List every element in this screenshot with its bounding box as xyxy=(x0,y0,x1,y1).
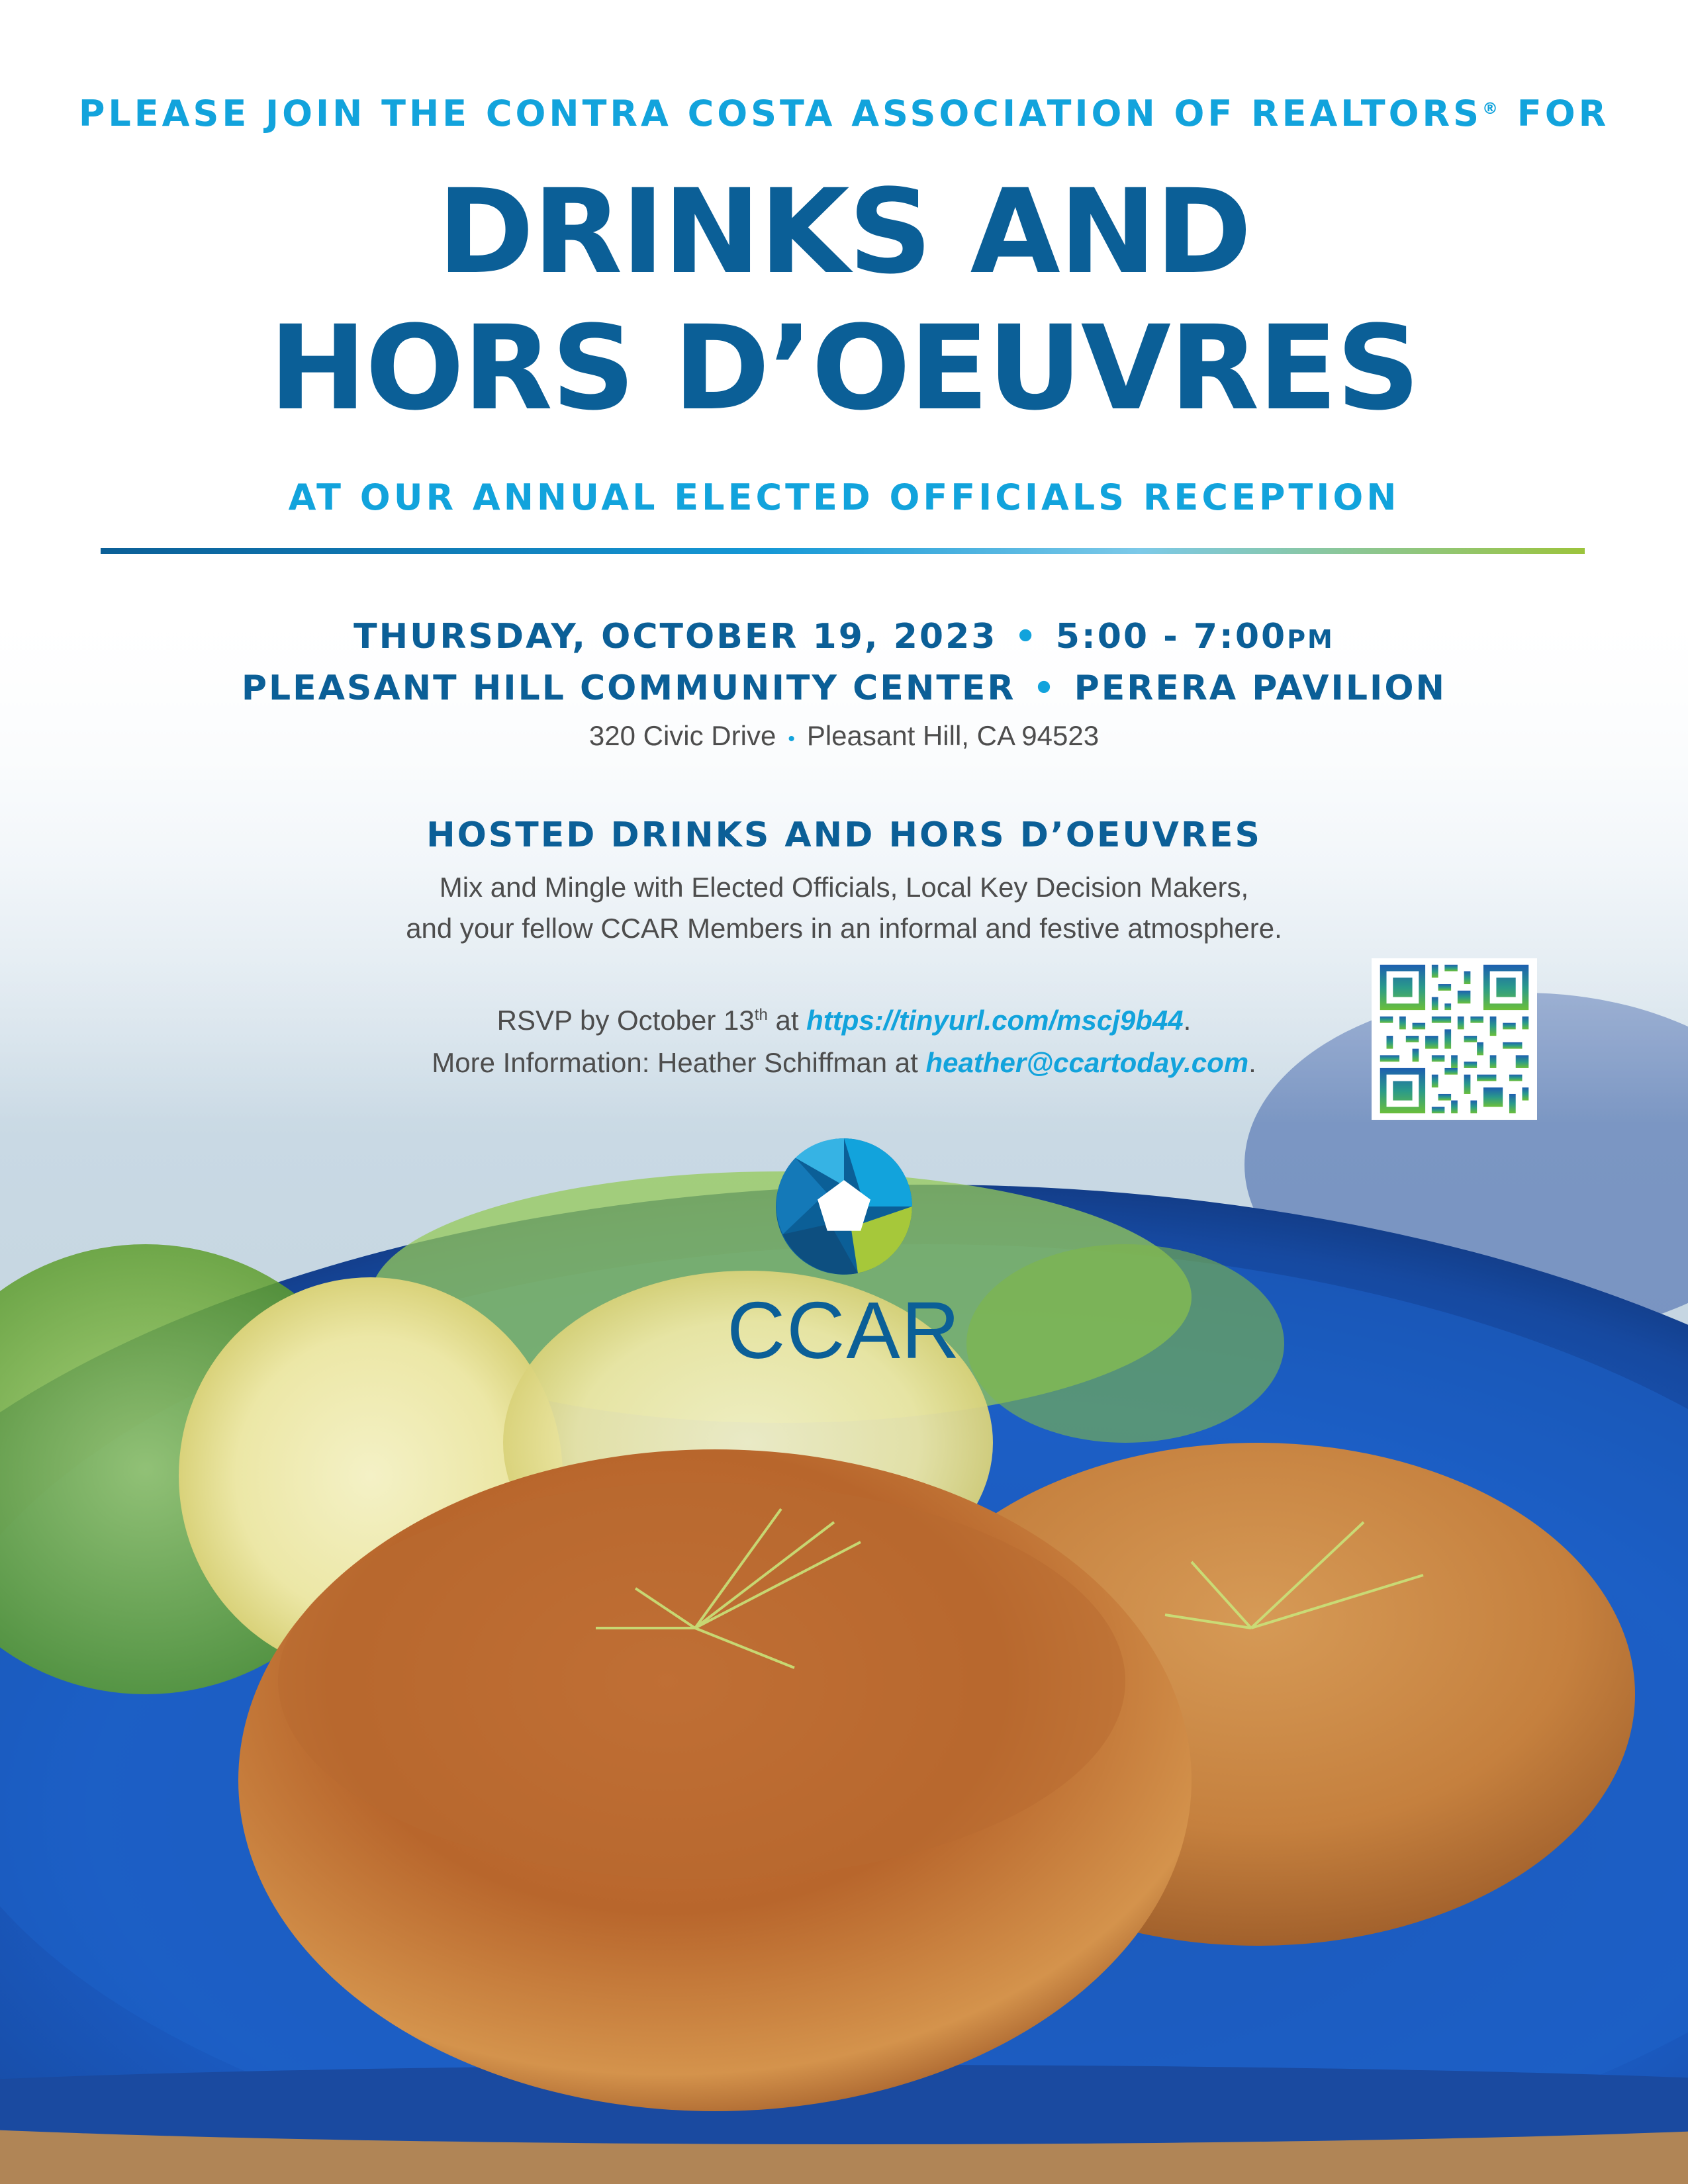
rsvp-line: RSVP by October 13th at https://tinyurl.com/mscj9b44. xyxy=(496,1005,1192,1036)
details-description xyxy=(0,867,1688,949)
ccar-logo-text: CCAR xyxy=(727,1285,961,1375)
invitation-line: PLEASE JOIN THE CONTRA COSTA ASSOCIATION OF REALTORS® FOR xyxy=(78,93,1610,134)
headline-line-1: DRINKS AND xyxy=(437,164,1251,300)
description-line-2: and your fellow CCAR Members in an informal and festive atmosphere. xyxy=(406,913,1282,944)
street-address: 320 Civic Drive xyxy=(588,720,776,751)
ccar-logo-icon xyxy=(774,1137,914,1276)
city-address: Pleasant Hill, CA 94523 xyxy=(806,720,1100,751)
event-address xyxy=(0,720,1688,752)
pavilion-name: PERERA PAVILION xyxy=(1074,668,1447,708)
qr-code-icon[interactable] xyxy=(1372,958,1537,1120)
event-subhead: AT OUR ANNUAL ELECTED OFFICIALS RECEPTION xyxy=(288,477,1400,518)
event-venue xyxy=(0,668,1688,708)
details-heading: HOSTED DRINKS AND HORS D’OEUVRES xyxy=(426,815,1262,855)
contact-line: More Information: Heather Schiffman at heather@ccartoday.com. xyxy=(432,1047,1256,1078)
divider-rule xyxy=(101,548,1585,554)
event-headline xyxy=(0,164,1688,437)
separator-dot: • xyxy=(1033,668,1057,708)
event-time: 5:00 - 7:00 xyxy=(1055,617,1288,657)
rsvp-link[interactable]: https://tinyurl.com/mscj9b44 xyxy=(806,1005,1184,1036)
separator-dot: • xyxy=(1014,617,1039,657)
event-time-suffix: PM xyxy=(1287,625,1335,654)
contact-email-link[interactable]: heather@ccartoday.com xyxy=(925,1047,1249,1078)
event-date: THURSDAY, OCTOBER 19, 2023 xyxy=(353,617,998,657)
event-date-time xyxy=(0,617,1688,657)
venue-name: PLEASANT HILL COMMUNITY CENTER xyxy=(241,668,1016,708)
description-line-1: Mix and Mingle with Elected Officials, Local Key Decision Makers, xyxy=(439,872,1249,903)
headline-line-2: HORS D’OEUVRES xyxy=(269,300,1419,436)
registered-mark: ® xyxy=(1482,99,1501,118)
separator-dot: • xyxy=(788,728,795,750)
